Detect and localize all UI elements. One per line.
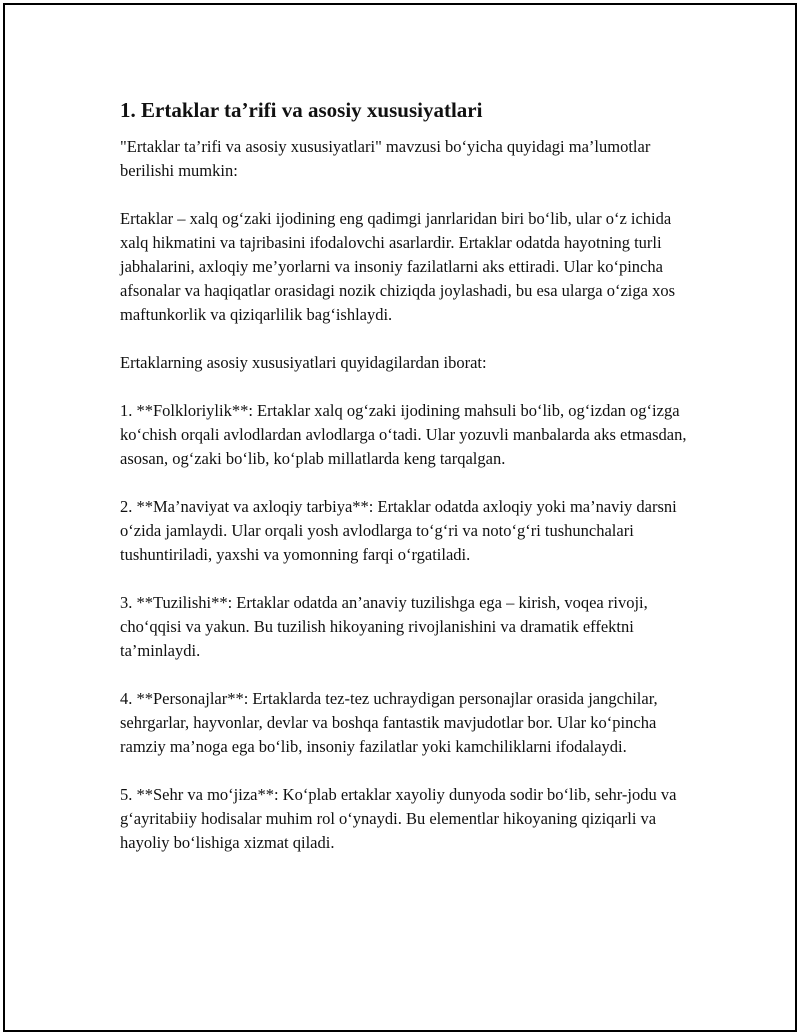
feature-sehr-paragraph: 5. **Sehr va moʻjiza**: Koʻplab ertaklar xayoliy dunyoda sodir boʻlib, sehr-jodu va gʻayritabiiy hodisalar muhim rol oʻynaydi. Bu elementlar hikoyaning qiziqarli va hayoliy boʻlishiga xizmat qiladi. [120, 785, 677, 852]
feature-manaviyat-paragraph: 2. **Ma’naviyat va axloqiy tarbiya**: Ertaklar odatda axloqiy yoki ma’naviy darsni oʻzida jamlaydi. Ular orqali yosh avlodlarga toʻgʻri va notoʻgʻri tushunchalari tushuntiriladi, yaxshi va yomonning farqi oʻrgatiladi. [120, 497, 677, 564]
document-heading: 1. Ertaklar ta’rifi va asosiy xususiyatlari [120, 98, 483, 122]
document-content [120, 95, 695, 879]
features-lead-paragraph: Ertaklarning asosiy xususiyatlari quyidagilardan iborat: [120, 353, 487, 372]
definition-paragraph: Ertaklar – xalq ogʻzaki ijodining eng qadimgi janrlaridan biri boʻlib, ular oʻz ichida xalq hikmatini va tajribasini ifodalovchi asarlardir. Ertaklar odatda hayotning turli jabhalarini, axloqiy me’yorlarni va insoniy fazilatlarni aks ettiradi. Ular koʻpincha afsonalar va haqiqatlar orasidagi nozik chiziqda joylashadi, bu esa ularga oʻziga xos maftunkorlik va qiziqarlilik bagʻishlaydi. [120, 209, 675, 324]
intro-paragraph: "Ertaklar ta’rifi va asosiy xususiyatlari" mavzusi boʻyicha quyidagi ma’lumotlar berilishi mumkin: [120, 137, 651, 180]
feature-folkloriylik-paragraph: 1. **Folkloriylik**: Ertaklar xalq ogʻzaki ijodining mahsuli boʻlib, ogʻizdan ogʻizga koʻchish orqali avlodlardan avlodlarga oʻtadi. Ular yozuvli manbalarda aks etmasdan, asosan, ogʻzaki boʻlib, koʻplab millatlarda keng tarqalgan. [120, 401, 687, 468]
document-page [3, 3, 797, 1032]
feature-personajlar-paragraph: 4. **Personajlar**: Ertaklarda tez-tez uchraydigan personajlar orasida jangchilar, sehrgarlar, hayvonlar, devlar va boshqa fantastik mavjudotlar bor. Ular koʻpincha ramziy ma’noga ega boʻlib, insoniy fazilatlar yoki kamchiliklarni ifodalaydi. [120, 689, 658, 756]
feature-tuzilishi-paragraph: 3. **Tuzilishi**: Ertaklar odatda an’anaviy tuzilishga ega – kirish, voqea rivoji, choʻqqisi va yakun. Bu tuzilish hikoyaning rivojlanishini va dramatik effektni ta’minlaydi. [120, 593, 648, 660]
